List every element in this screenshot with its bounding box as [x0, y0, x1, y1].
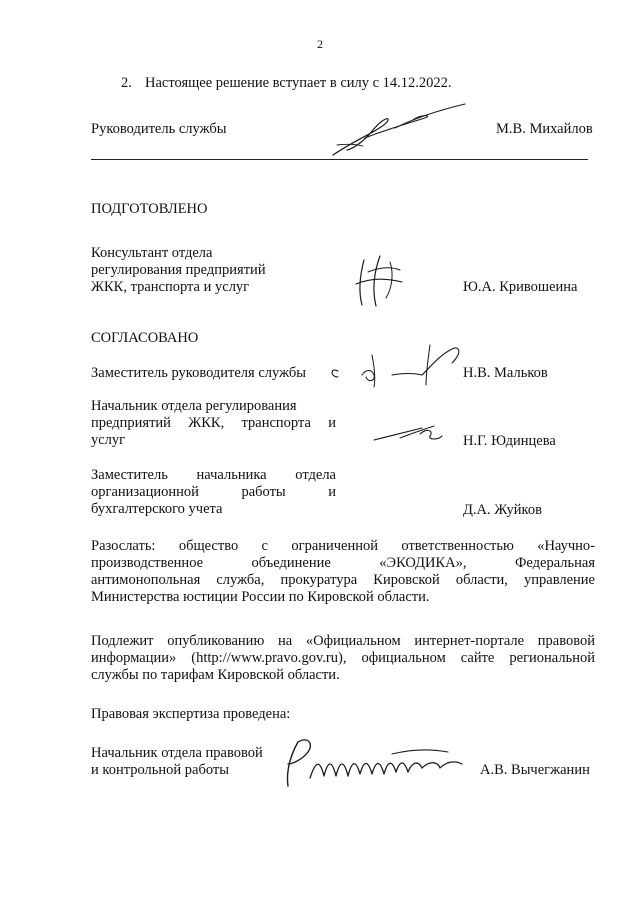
- prepared-line: Консультант отдела: [91, 245, 213, 261]
- prepared-signature: [350, 250, 410, 310]
- signer-position: [91, 398, 336, 449]
- separator-line: [91, 159, 588, 160]
- point-number: 2.: [121, 75, 132, 91]
- publication-line: информации» (http://www.pravo.gov.ru), официальном сайте региональной: [91, 650, 595, 666]
- publication-paragraph: [91, 633, 595, 684]
- prepared-line: регулирования предприятий: [91, 262, 266, 278]
- expertise-line: и контрольной работы: [91, 762, 229, 778]
- distribution-line: производственное объединение «ЭКОДИКА», Федеральная: [91, 555, 595, 571]
- signer-name: Д.А. Жуйков: [463, 502, 542, 518]
- signer-position: [91, 467, 336, 518]
- expertise-position: [91, 745, 291, 779]
- expertise-line: Начальник отдела правовой: [91, 745, 263, 761]
- distribution-paragraph: [91, 538, 595, 606]
- prepared-name: Ю.А. Кривошеина: [463, 279, 578, 295]
- signer-line: предприятий ЖКК, транспорта и: [91, 415, 336, 431]
- expertise-text: Правовая экспертиза проведена:: [91, 706, 291, 722]
- signer-signature: [370, 418, 450, 448]
- signer-name: Н.Г. Юдинцева: [463, 433, 556, 449]
- distribution-line: Министерства юстиции России по Кировской области.: [91, 589, 430, 605]
- distribution-line: Разослать: общество с ограниченной ответственностью «Научно-: [91, 538, 595, 554]
- head-signature: [325, 100, 485, 162]
- prepared-heading: ПОДГОТОВЛЕНО: [91, 201, 208, 217]
- publication-line: Подлежит опубликованию на «Официальном интернет-портале правовой: [91, 633, 595, 649]
- signer-line: Начальник отдела регулирования: [91, 398, 297, 414]
- signer-position: Заместитель руководителя службы: [91, 365, 307, 381]
- signer-name: Н.В. Мальков: [463, 365, 548, 381]
- prepared-line: ЖКК, транспорта и услуг: [91, 279, 250, 295]
- head-name: М.В. Михайлов: [496, 121, 593, 137]
- signer-signature: [322, 335, 472, 390]
- page-number: 2: [317, 37, 323, 51]
- expertise-name: А.В. Вычегжанин: [480, 762, 590, 778]
- signer-line: Заместитель начальника отдела: [91, 467, 336, 483]
- signer-line: услуг: [91, 432, 126, 448]
- point-text: Настоящее решение вступает в силу с 14.12.2022.: [145, 75, 452, 91]
- head-role: Руководитель службы: [91, 121, 227, 137]
- agreed-heading: СОГЛАСОВАНО: [91, 330, 199, 346]
- signer-line: организационной работы и: [91, 484, 336, 500]
- publication-line: службы по тарифам Кировской области.: [91, 667, 340, 683]
- expertise-signature: [280, 730, 470, 792]
- distribution-line: антимонопольная служба, прокуратура Кировской области, управление: [91, 572, 595, 588]
- prepared-position: [91, 245, 311, 296]
- signer-line: бухгалтерского учета: [91, 501, 223, 517]
